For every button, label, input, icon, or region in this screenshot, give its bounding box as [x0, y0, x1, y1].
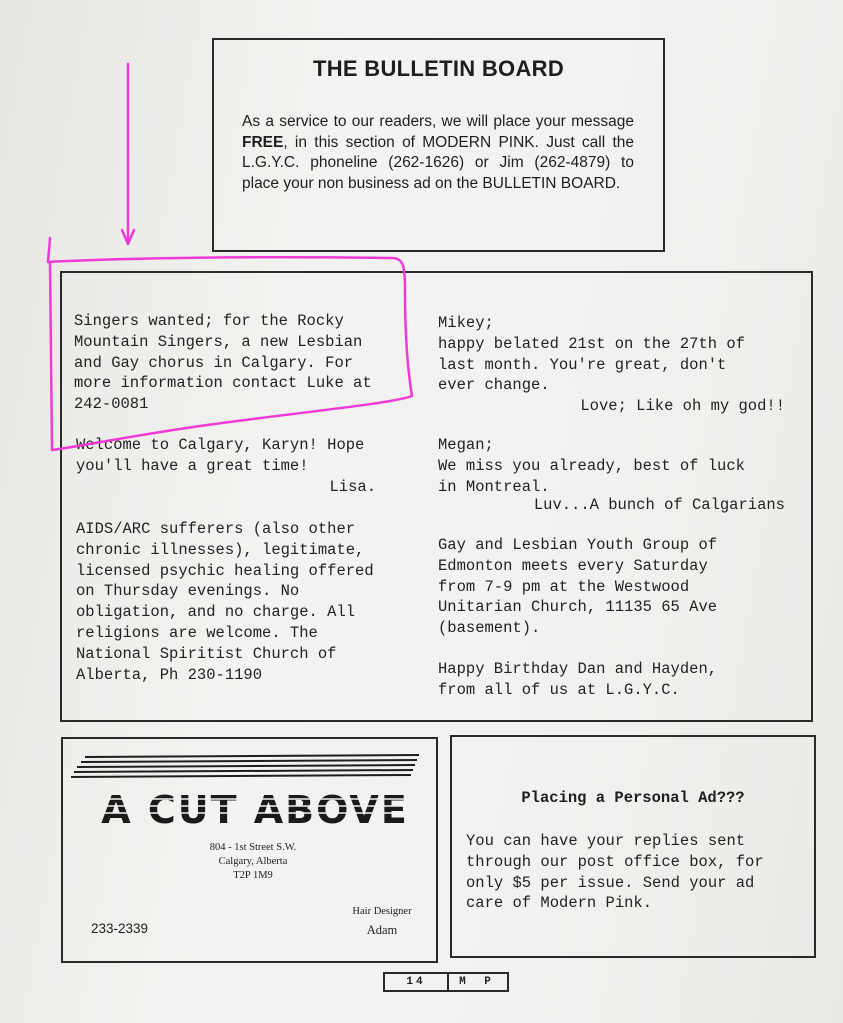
bulletin-board-header-box	[212, 38, 665, 252]
intro-free-emphasis: FREE	[242, 133, 284, 151]
classified-megan-signature: Luv...A bunch of Calgarians	[533, 496, 785, 514]
personal-ad-title: Placing a Personal Ad???	[521, 789, 745, 807]
page-number: 14	[406, 976, 426, 988]
classified-aids-arc-healing: AIDS/ARC sufferers (also other chronic illnesses), legitimate, licensed psychic healing offered on Thursday evenings. No obligation, and no charge. All religions are welcome. The National Spiritist Church of Alberta, Ph 230-1190	[76, 520, 374, 684]
intro-text-start: As a service to our readers, we will place your message	[242, 113, 634, 130]
classified-youth-group: Gay and Lesbian Youth Group of Edmonton meets every Saturday from 7-9 pm at the Westwood Unitarian Church, 11135 65 Ave (basement).	[438, 536, 718, 638]
page-footer	[383, 972, 509, 992]
classified-welcome-karyn: Welcome to Calgary, Karyn! Hope you'll have a great time!	[76, 436, 365, 475]
salon-address-street: 804 - 1st Street S.W.	[209, 842, 297, 853]
classified-singers-wanted: Singers wanted; for the Rocky Mountain Singers, a new Lesbian and Gay chorus in Calgary. For more information contact Luke at 242-0081	[74, 312, 372, 414]
pink-arrow-icon	[122, 64, 134, 244]
intro-text-end: , in this section of MODERN PINK. Just call the L.G.Y.C. phoneline (262-1626) or Jim (262-4879) to place your non business ad on the BULLETIN BOARD.	[242, 133, 634, 192]
classified-megan-farewell: Megan; We miss you already, best of luck in Montreal.	[438, 436, 745, 496]
salon-address-city: Calgary, Alberta	[218, 856, 288, 867]
salon-address-postal: T2P 1M9	[233, 870, 273, 881]
salon-logo-text: A CUT ABOVE	[101, 788, 409, 831]
classified-mikey-signature: Love; Like oh my god!!	[580, 397, 785, 415]
bulletin-board-title: THE BULLETIN BOARD	[312, 56, 565, 81]
speed-stripes-graphic	[71, 753, 421, 781]
personal-ad-box	[450, 735, 816, 958]
classified-mikey-birthday: Mikey; happy belated 21st on the 27th of last month. You're great, don't ever change.	[438, 314, 745, 395]
salon-logo	[95, 785, 415, 831]
classifieds-box	[60, 271, 813, 722]
publication-mark: M P	[459, 976, 497, 988]
classified-welcome-signature: Lisa.	[329, 478, 376, 496]
personal-ad-body: You can have your replies sent through our post office box, for only $5 per issue. Send your ad care of Modern Pink.	[466, 832, 764, 913]
salon-advertisement-box	[61, 737, 438, 963]
bulletin-board-intro	[242, 112, 634, 194]
salon-designer-role: Hair Designer	[352, 906, 412, 917]
salon-designer-name: Adam	[366, 923, 398, 937]
classified-happy-birthday: Happy Birthday Dan and Hayden, from all of us at L.G.Y.C.	[438, 660, 718, 699]
salon-phone: 233-2339	[91, 921, 149, 936]
salon-address	[163, 841, 343, 883]
